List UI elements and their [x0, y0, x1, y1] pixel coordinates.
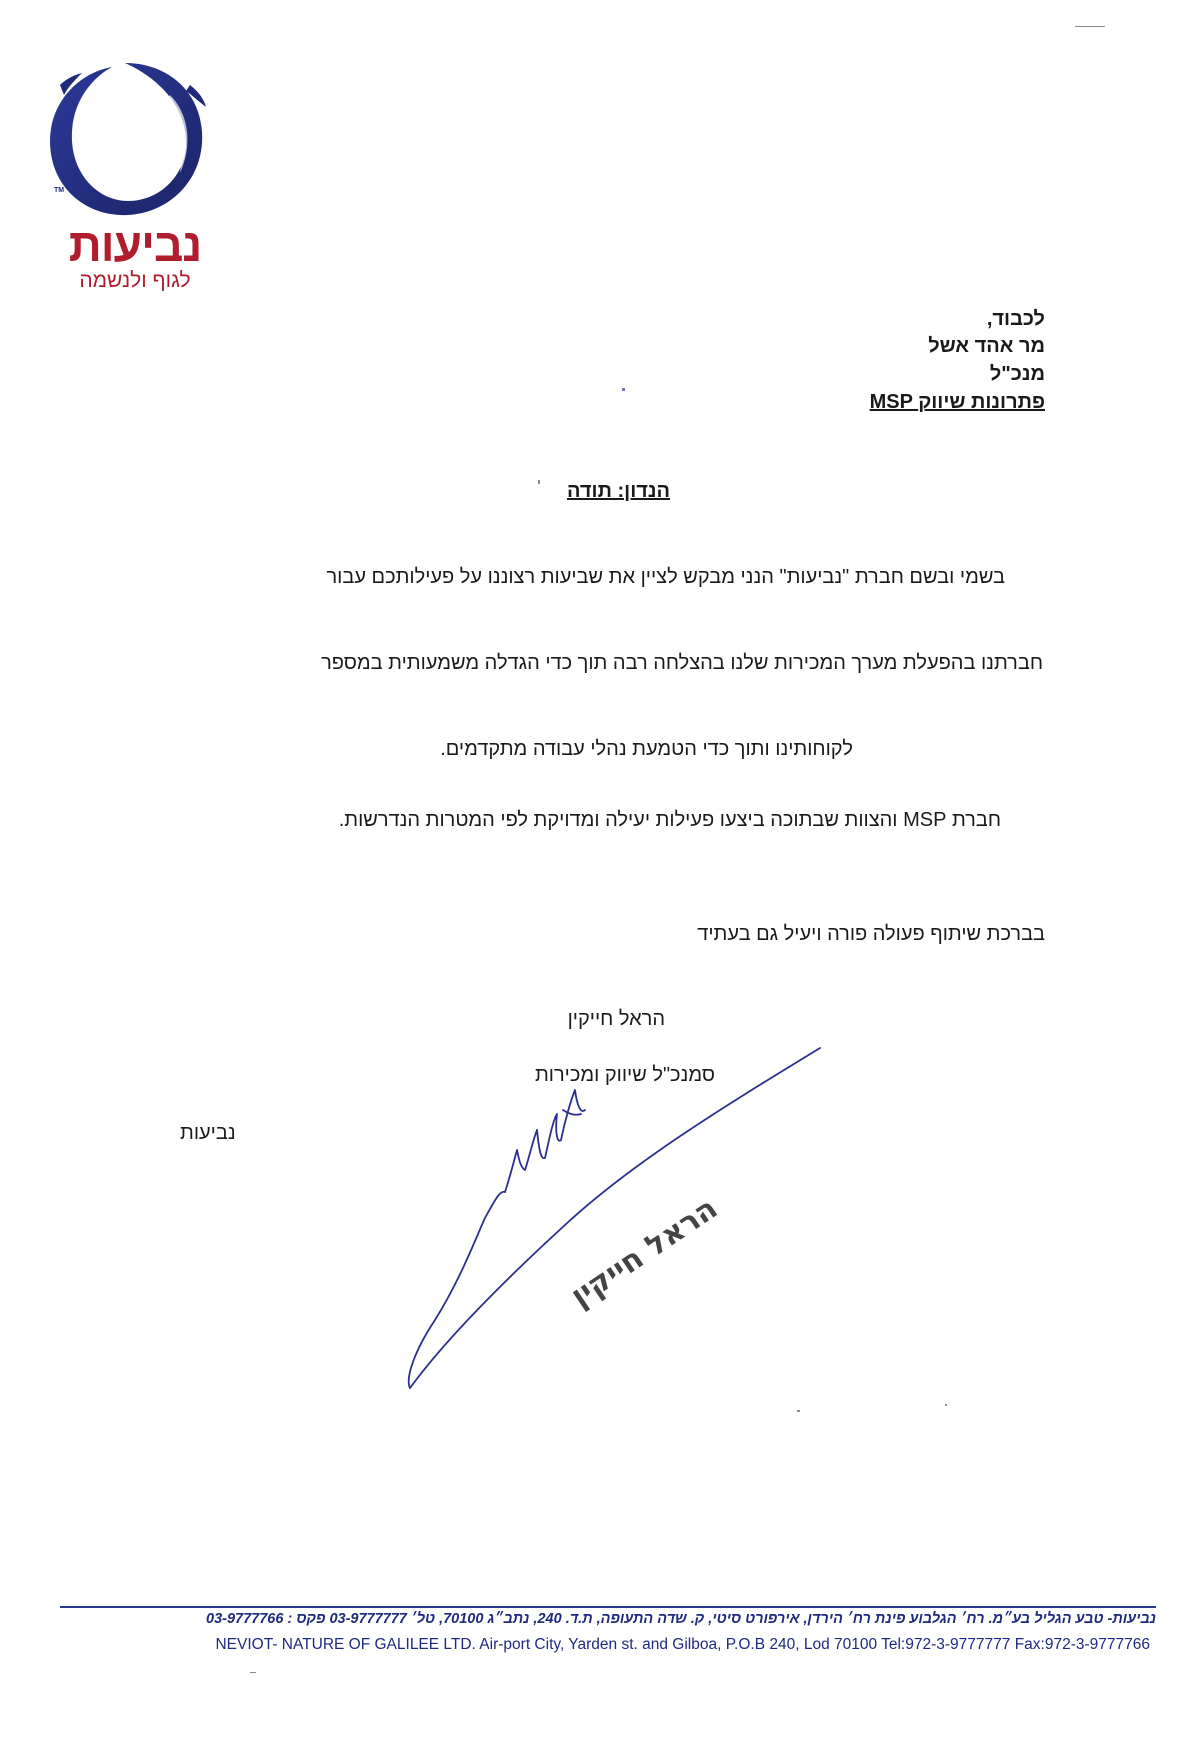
recipient-name: מר אהד אשל [928, 335, 1045, 357]
scan-speck [250, 1672, 256, 1673]
body-line-1: בשמי ובשם חברת "נביעות" הנני מבקש לציין את שביעות רצוננו על פעילותכם עבור [326, 566, 1005, 588]
recipient-title: מנכ"ל [989, 363, 1045, 385]
name-stamp: הראל חייקין [564, 1190, 724, 1315]
body-line-4: חברת MSP והצוות שבתוכה ביצעו פעילות יעילה ומדויקת לפי המטרות הנדרשות. [338, 809, 1001, 831]
footer-divider [60, 1606, 1156, 1608]
recipient-salutation: לכבוד, [986, 308, 1045, 330]
scan-speck [797, 1410, 800, 1412]
handwritten-signature [405, 1040, 825, 1400]
body-line-2: חברתנו בהפעלת מערך המכירות שלנו בהצלחה רבה תוך כדי הגדלה משמעותית במספר [321, 652, 1043, 674]
letter-subject [0, 480, 1201, 503]
body-line-3: לקוחותינו ותוך כדי הטמעת נהלי עבודה מתקדמים. [440, 738, 853, 760]
closing-line: בברכת שיתוף פעולה פורה ויעיל גם בעתיד [697, 923, 1045, 945]
scan-speck [1075, 26, 1105, 27]
signer-title: סמנכ"ל שיווק ומכירות [534, 1064, 715, 1086]
scan-speck [945, 1404, 947, 1406]
recipient-company: MSP פתרונות שיווק [869, 391, 1045, 413]
scan-speck [622, 388, 625, 391]
trademark-label: TM [54, 187, 65, 194]
logo-tagline: לגוף ולנשמה [79, 269, 191, 292]
scan-speck [538, 480, 540, 484]
subject-text: הנדון: תודה [566, 480, 671, 502]
footer-address-english: NEVIOT- NATURE OF GALILEE LTD. Air-port City, Yarden st. and Gilboa, P.O.B 240, Lod 70100 Tel:972-3-9777777 Fax:972-3-9777766 [215, 1636, 1150, 1653]
signer-name: הראל חייקין [567, 1008, 665, 1030]
swirl-logo-icon [40, 55, 210, 225]
signer-company: נביעות [180, 1122, 236, 1144]
logo-brand-text: נביעות [68, 219, 202, 271]
footer-address-hebrew: נביעות- טבע הגליל בע״מ. רח׳ הגלבוע פינת רח׳ הירדן, אירפורט סיטי, ק. שדה התעופה, ת.ד. 240, נתב״ג 70100, טל׳ 03-9777777 פקס : 03-9777766 [206, 1611, 1156, 1627]
